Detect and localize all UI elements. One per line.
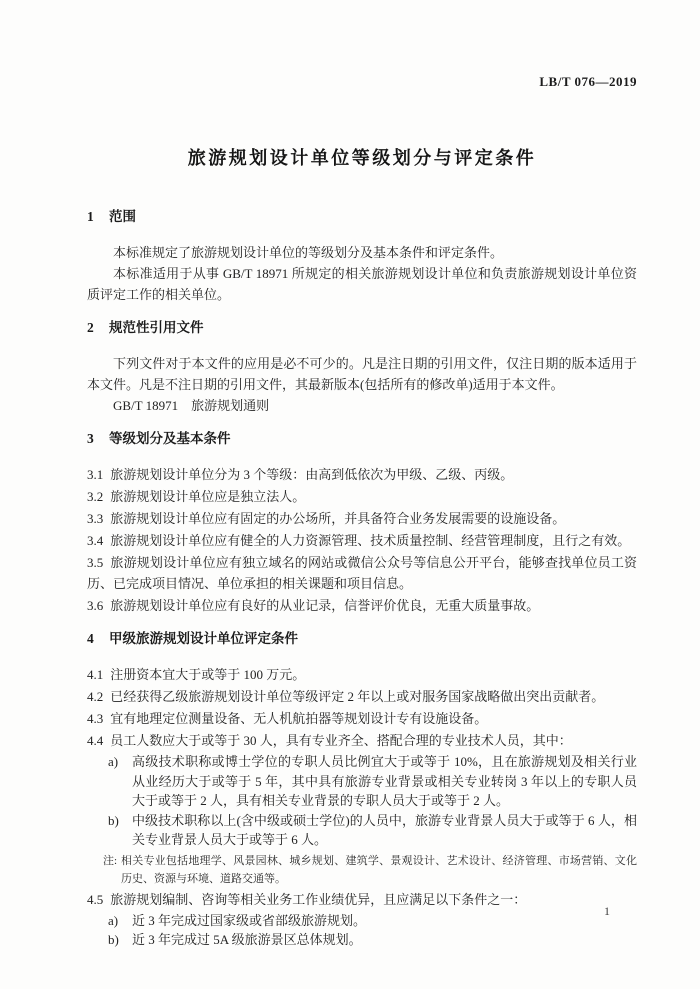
document-title: 旅游规划设计单位等级划分与评定条件 <box>187 148 537 168</box>
section-number: 2 <box>87 320 94 335</box>
section-heading-text: 规范性引用文件 <box>109 320 204 335</box>
list-item <box>87 811 637 850</box>
list-item <box>87 752 637 811</box>
clause-text: 注册资本宜大于或等于 100 万元。 <box>110 667 306 682</box>
section-number: 1 <box>87 209 94 224</box>
section-heading <box>87 428 637 449</box>
clause-number: 4.5 <box>87 891 104 907</box>
list-item-text: 近 3 年完成过 5A 级旅游景区总体规划。 <box>132 932 362 947</box>
note <box>87 852 637 888</box>
clause <box>87 464 637 485</box>
note-label: 注: <box>103 854 118 867</box>
paragraph: 本标准规定了旅游规划设计单位的等级划分及基本条件和评定条件。 <box>113 245 504 260</box>
section-heading <box>87 628 637 649</box>
clause <box>87 530 637 551</box>
clause-text: 旅游规划设计单位应有健全的人力资源管理、技术质量控制、经营管理制度，且行之有效。 <box>110 533 631 548</box>
clause-number: 3.6 <box>87 598 104 613</box>
list-item-text: 近 3 年完成过国家级或省部级旅游规划。 <box>132 912 367 928</box>
clause-text: 旅游规划编制、咨询等相关业务工作业绩优异，且应满足以下条件之一： <box>110 891 527 907</box>
section-heading <box>87 317 637 338</box>
section-heading-text: 范围 <box>109 209 136 224</box>
clause-number: 4.4 <box>87 733 104 748</box>
clause <box>87 595 637 616</box>
section-number: 3 <box>87 431 94 446</box>
clause-number: 3.4 <box>87 533 104 548</box>
clause-number: 4.2 <box>87 689 104 704</box>
clause <box>87 664 637 685</box>
clause-text: 旅游规划设计单位应有独立域名的网站或微信公众号等信息公开平台，能够查找单位员工资历、已完成项目情况、单位承担的相关课题和项目信息。 <box>87 555 637 591</box>
section-grades-basic-conditions <box>87 428 637 616</box>
paragraph: 本标准适用于从事 GB/T 18971 所规定的相关旅游规划设计单位和负责旅游规划设计单位资质评定工作的相关单位。 <box>87 266 637 302</box>
list-item <box>87 930 637 950</box>
standard-code: LB/T 076—2019 <box>539 74 637 89</box>
list-item-text: 中级技术职称以上(含中级或硕士学位)的人员中，旅游专业背景人员大于或等于 6 人，相关专业背景人员大于或等于 6 人。 <box>132 812 637 847</box>
clause-number: 3.2 <box>87 489 104 504</box>
reference-entry: GB/T 18971 旅游规划通则 <box>113 398 270 413</box>
clause-text: 已经获得乙级旅游规划设计单位等级评定 2 年以上或对服务国家战略做出突出贡献者。 <box>110 689 605 704</box>
list-item <box>87 911 637 931</box>
section-heading <box>87 206 637 227</box>
clause <box>87 552 637 594</box>
note-text: 相关专业包括地理学、风景园林、城乡规划、建筑学、景观设计、艺术设计、经济管理、市场营销、文化历史、资源与环境、道路交通等。 <box>121 854 637 885</box>
clause-number: 4.1 <box>87 667 104 682</box>
page-number: 1 <box>604 904 610 918</box>
clause-text: 旅游规划设计单位应是独立法人。 <box>110 489 306 504</box>
section-scope <box>87 206 637 305</box>
clause-text: 宜有地理定位测量设备、无人机航拍器等规划设计专有设施设备。 <box>110 711 488 726</box>
list-item-marker: b) <box>108 932 119 947</box>
list-item-text: 高级技术职称或博士学位的专职人员比例宜大于或等于 10%，且在旅游规划及相关行业从业经历大于或等于 5 年，其中具有旅游专业背景或相关专业转岗 3 年以上的专职人员大于或等于 2 人，具有相关专业背景的专职人员大于或等于 2 人。 <box>132 754 637 808</box>
clause-text: 员工人数应大于或等于 30 人，具有专业齐全、搭配合理的专业技术人员，其中： <box>110 733 572 748</box>
clause-text: 旅游规划设计单位分为 3 个等级：由高到低依次为甲级、乙级、丙级。 <box>110 467 514 482</box>
section-number: 4 <box>87 631 94 646</box>
paragraph: 下列文件对于本文件的应用是必不可少的。凡是注日期的引用文件，仅注日期的版本适用于本文件。凡是不注日期的引用文件，其最新版本(包括所有的修改单)适用于本文件。 <box>87 356 637 392</box>
clause <box>87 889 637 910</box>
clause-text: 旅游规划设计单位应有良好的从业记录，信誉评价优良，无重大质量事故。 <box>110 598 540 613</box>
clause-number: 3.1 <box>87 467 104 482</box>
section-heading-text: 等级划分及基本条件 <box>109 431 231 446</box>
clause <box>87 508 637 529</box>
clause <box>87 486 637 507</box>
clause <box>87 686 637 707</box>
section-grade-a-conditions <box>87 628 637 950</box>
clause-text: 旅游规划设计单位应有固定的办公场所，并具备符合业务发展需要的设施设备。 <box>110 511 566 526</box>
clause <box>87 708 637 729</box>
section-heading-text: 甲级旅游规划设计单位评定条件 <box>109 631 298 646</box>
list-item-marker: a) <box>108 754 119 769</box>
clause-number: 3.5 <box>87 555 104 570</box>
clause-number: 4.3 <box>87 711 104 726</box>
list-item-marker: a) <box>108 912 119 928</box>
clause-number: 3.3 <box>87 511 104 526</box>
section-normative-references <box>87 317 637 416</box>
clause <box>87 730 637 751</box>
list-item-marker: b) <box>108 812 119 828</box>
